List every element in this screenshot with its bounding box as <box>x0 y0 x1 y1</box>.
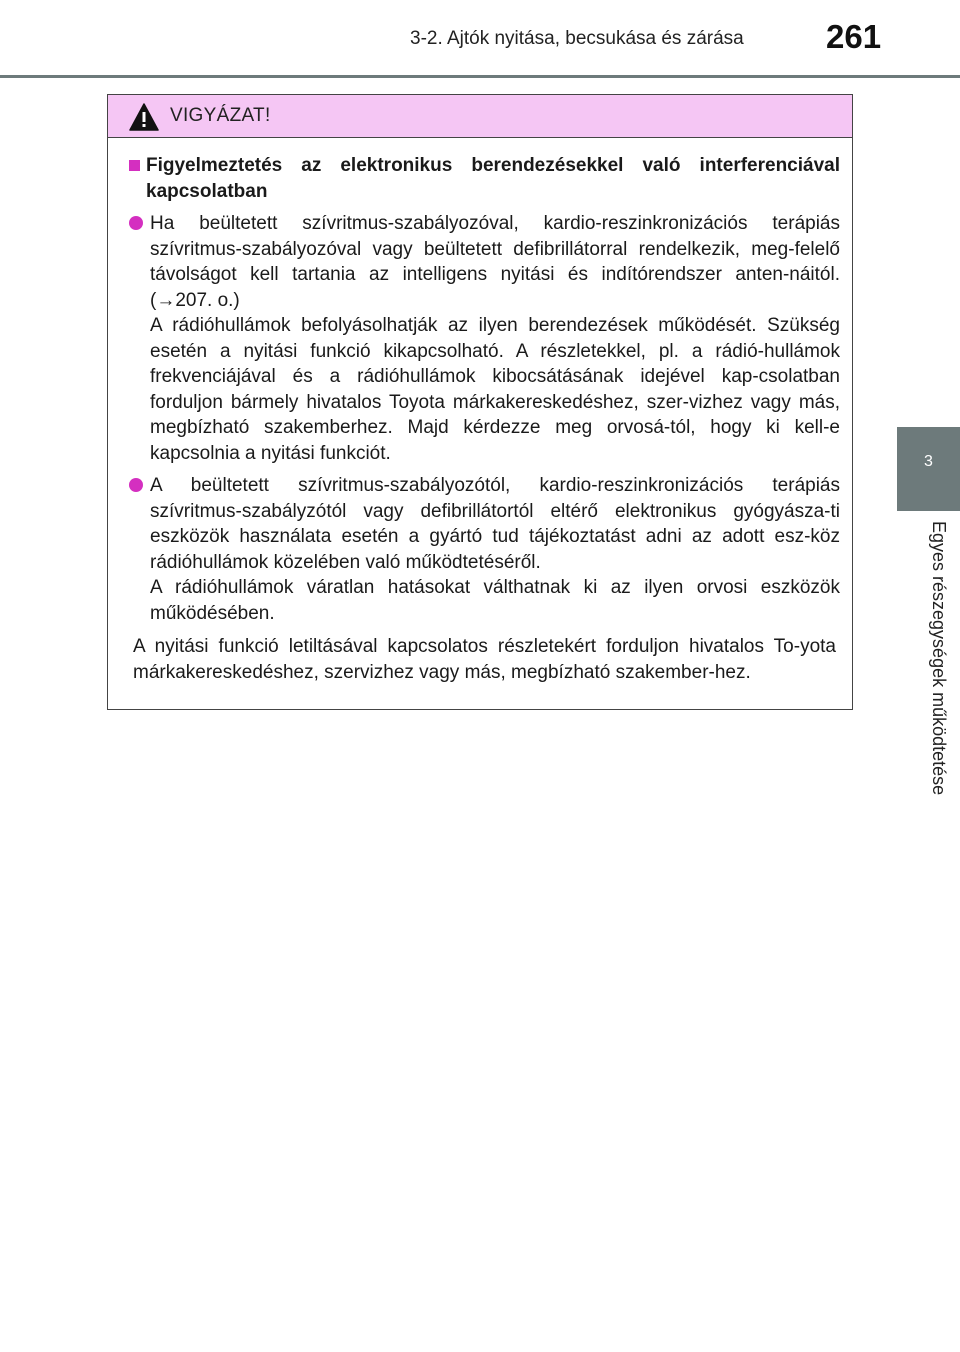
closing-paragraph: A nyitási funkció letiltásával kapcsolatos részletekért forduljon hivatalos To-yota márkakereskedéshez, szervizhez vagy más, megbízható szakember-hez. <box>133 636 836 683</box>
caution-box <box>107 94 853 710</box>
section-heading-row <box>129 153 840 204</box>
section-heading: Figyelmeztetés az elektronikus berendezésekkel való interferenciával kapcsolatban <box>146 155 840 202</box>
round-bullet-icon <box>129 216 143 230</box>
caution-body <box>108 138 852 685</box>
warning-triangle-icon <box>128 102 160 132</box>
list-item <box>129 473 840 626</box>
chapter-title: Egyes részegységek működtetése <box>929 521 949 796</box>
item-paragraph: A beültetett szívritmus-szabályozótól, kardio-reszinkronizációs terápiás szívritmus-szabályzótól vagy defibrillátortól eltérő elektronikus gyógyásza-ti eszközök használata esetén a gyártó tud tájékoztatást adni az adott esz-köz rádióhullámok közelében való működtetéséről. <box>150 475 840 573</box>
round-bullet-icon <box>129 478 143 492</box>
chapter-number: 3 <box>924 453 933 470</box>
item-paragraph: A rádióhullámok váratlan hatásokat válthatnak ki az ilyen orvosi eszközök működésében. <box>150 577 840 624</box>
item-paragraph: Ha beültetett szívritmus-szabályozóval, kardio-reszinkronizációs terápiás szívritmus-szabályozóval vagy beültetett defibrillátorral rendelkezik, meg-felelő távolságot kell tartania az intelligens nyitási és indítórendszer anten-náitól. (→207. o.) <box>150 213 840 311</box>
list-item <box>129 211 840 466</box>
caution-header <box>108 95 852 138</box>
square-bullet-icon <box>129 160 140 171</box>
header-divider <box>0 75 960 78</box>
item-paragraph: A rádióhullámok befolyásolhatják az ilyen berendezések működését. Szükség esetén a nyitási funkció kikapcsolható. A részletekkel, pl. a rádió-hullámok frekvenciájával és a rádióhullámok kibocsátásának idejével kap-csolatban forduljon bármely hivatalos Toyota márkakereskedéshez, szer-vizhez vagy más, megbízható szakemberhez. Majd kérdezze meg orvosá-tól, hogy ki kell-e kapcsolnia a nyitási funkciót. <box>150 315 840 464</box>
section-title: 3-2. Ajtók nyitása, becsukása és zárása <box>410 28 744 49</box>
chapter-tab <box>897 427 960 511</box>
page-number: 261 <box>826 18 882 55</box>
caution-title: VIGYÁZAT! <box>170 105 271 126</box>
